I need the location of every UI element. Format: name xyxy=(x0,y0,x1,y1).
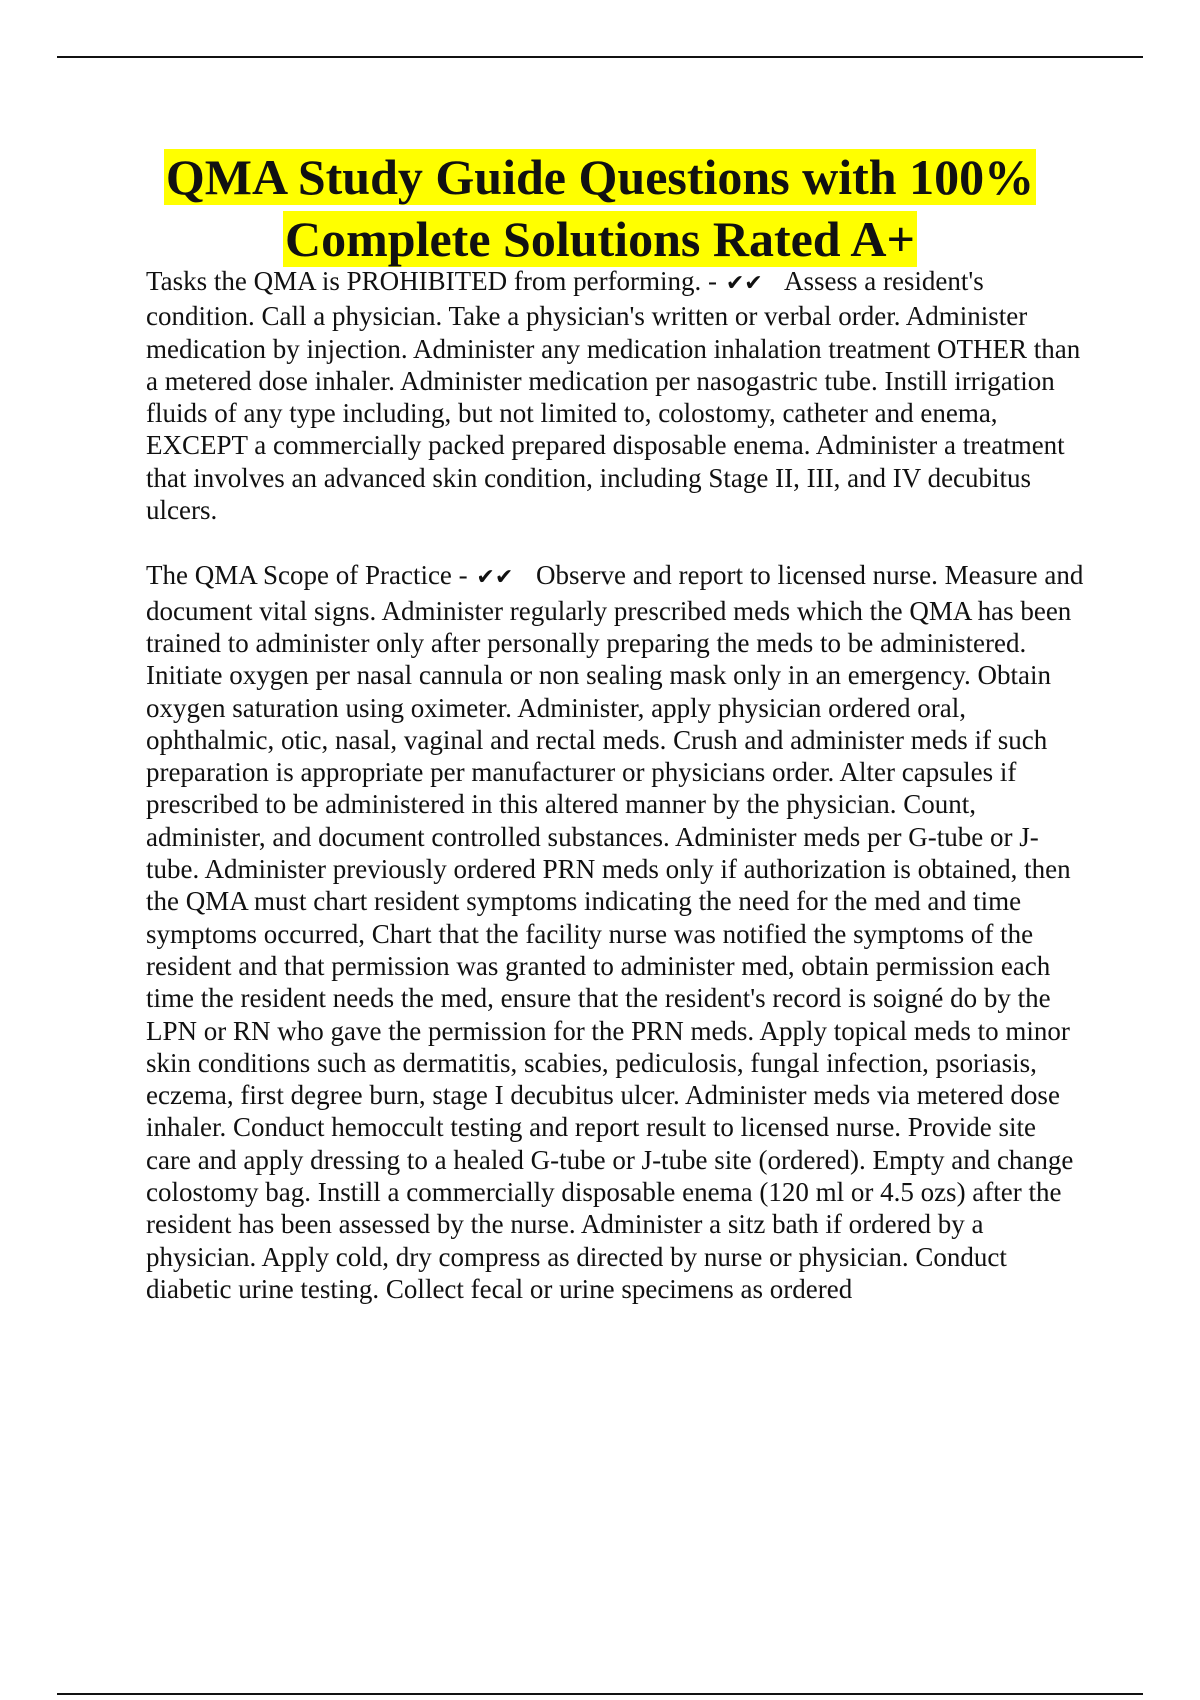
entry-term: The QMA Scope of Practice - xyxy=(146,560,468,591)
document-body xyxy=(146,265,1086,1338)
qa-entry-prohibited-tasks xyxy=(146,265,1086,526)
document-title xyxy=(100,146,1100,270)
double-check-icon: ✔✔ xyxy=(476,565,514,591)
title-highlight-1: QMA Study Guide Questions with 100% xyxy=(165,149,1035,205)
title-line-2 xyxy=(100,208,1100,270)
top-rule xyxy=(57,56,1143,58)
bottom-rule xyxy=(57,1693,1143,1695)
title-highlight-2: Complete Solutions Rated A+ xyxy=(285,211,915,267)
entry-answer: Observe and report to licensed nurse. Measure and document vital signs. Administer regularly prescribed meds which the QMA has been trained to administer only after personally preparing the meds to be administered. Initiate oxygen per nasal cannula or non sealing mask only in an emergency. Obtain oxygen saturation using oximeter. Administer, apply physician ordered oral, ophthalmic, otic, nasal, vaginal and rectal meds. Crush and administer meds if such preparation is appropriate per manufacturer or physicians order. Alter capsules if prescribed to be administered in this altered manner by the physician. Count, administer, and document controlled substances. Administer meds per G-tube or J-tube. Administer previously ordered PRN meds only if authorization is obtained, then the QMA must chart resident symptoms indicating the need for the med and time symptoms occurred, Chart that the facility nurse was notified the symptoms of the resident and that permission was granted to administer med, obtain permission each time the resident needs the med, ensure that the resident's record is soigné do by the LPN or RN who gave the permission for the PRN meds. Apply topical meds to minor skin conditions such as dermatitis, scabies, pediculosis, fungal infection, psoriasis, eczema, first degree burn, stage I decubitus ulcer. Administer meds via metered dose inhaler. Conduct hemoccult testing and report result to licensed nurse. Provide site care and apply dressing to a healed G-tube or J-tube site (ordered). Empty and change colostomy bag. Instill a commercially disposable enema (120 ml or 4.5 ozs) after the resident has been assessed by the nurse. Administer a sitz bath if ordered by a physician. Apply cold, dry compress as directed by nurse or physician. Conduct diabetic urine testing. Collect fecal or urine specimens as ordered xyxy=(146,560,1084,1304)
entry-term: Tasks the QMA is PROHIBITED from performing. - xyxy=(146,266,718,296)
title-line-1 xyxy=(100,146,1100,208)
qa-entry-scope-of-practice xyxy=(146,559,1086,1305)
entry-answer: Assess a resident's condition. Call a physician. Take a physician's written or verbal order. Administer medication by injection. Administer any medication inhalation treatment OTHER than a metered dose inhaler. Administer medication per nasogastric tube. Instill irrigation fluids of any type including, but not limited to, colostomy, catheter and enema, EXCEPT a commercially packed prepared disposable enema. Administer a treatment that involves an advanced skin condition, including Stage II, III, and IV decubitus ulcers. xyxy=(146,266,1081,526)
double-check-icon: ✔✔ xyxy=(725,271,763,296)
